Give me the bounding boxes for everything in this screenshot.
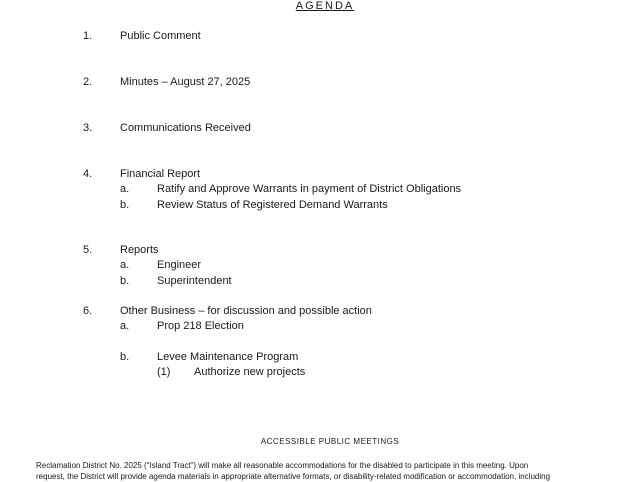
item-6a-letter: a. — [120, 320, 130, 332]
item-3-number: 3. — [83, 122, 93, 134]
item-5-number: 5. — [83, 244, 93, 256]
item-6-number: 6. — [83, 305, 93, 317]
ada-notice-line-1: Reclamation District No. 2025 (“Island Tract”) will make all reasonable accommodations for the disabled to participate in this meeting. Upon — [36, 461, 529, 470]
item-6b1-text: Authorize new projects — [194, 366, 306, 378]
item-5a-text: Engineer — [157, 259, 202, 271]
item-4-number: 4. — [83, 168, 93, 180]
item-4a-text: Ratify and Approve Warrants in payment of District Obligations — [157, 183, 462, 195]
item-6-text: Other Business – for discussion and possible action — [120, 305, 372, 317]
item-6b-text: Levee Maintenance Program — [157, 351, 299, 363]
item-4a-letter: a. — [120, 183, 130, 195]
item-4b-letter: b. — [120, 199, 130, 211]
item-1-text: Public Comment — [120, 30, 201, 42]
item-2-text: Minutes – August 27, 2025 — [120, 76, 251, 88]
item-2-number: 2. — [83, 76, 93, 88]
item-4b-text: Review Status of Registered Demand Warrants — [157, 199, 388, 211]
item-5a-letter: a. — [120, 259, 130, 271]
item-6b1-number: (1) — [157, 366, 171, 378]
item-5-text: Reports — [120, 244, 159, 256]
item-3-text: Communications Received — [120, 122, 251, 134]
item-4-text: Financial Report — [120, 168, 201, 180]
item-6b-letter: b. — [120, 351, 130, 363]
ada-notice-line-2: request, the District will provide agenda materials in appropriate alternative formats, or disability-related modification or accommodation, including — [36, 472, 551, 481]
item-5b-letter: b. — [120, 275, 130, 287]
agenda-title: AGENDA — [295, 0, 355, 12]
ada-heading: ACCESSIBLE PUBLIC MEETINGS — [260, 437, 400, 446]
item-6a-text: Prop 218 Election — [157, 320, 244, 332]
item-5b-text: Superintendent — [157, 275, 232, 287]
item-1-number: 1. — [83, 30, 93, 42]
